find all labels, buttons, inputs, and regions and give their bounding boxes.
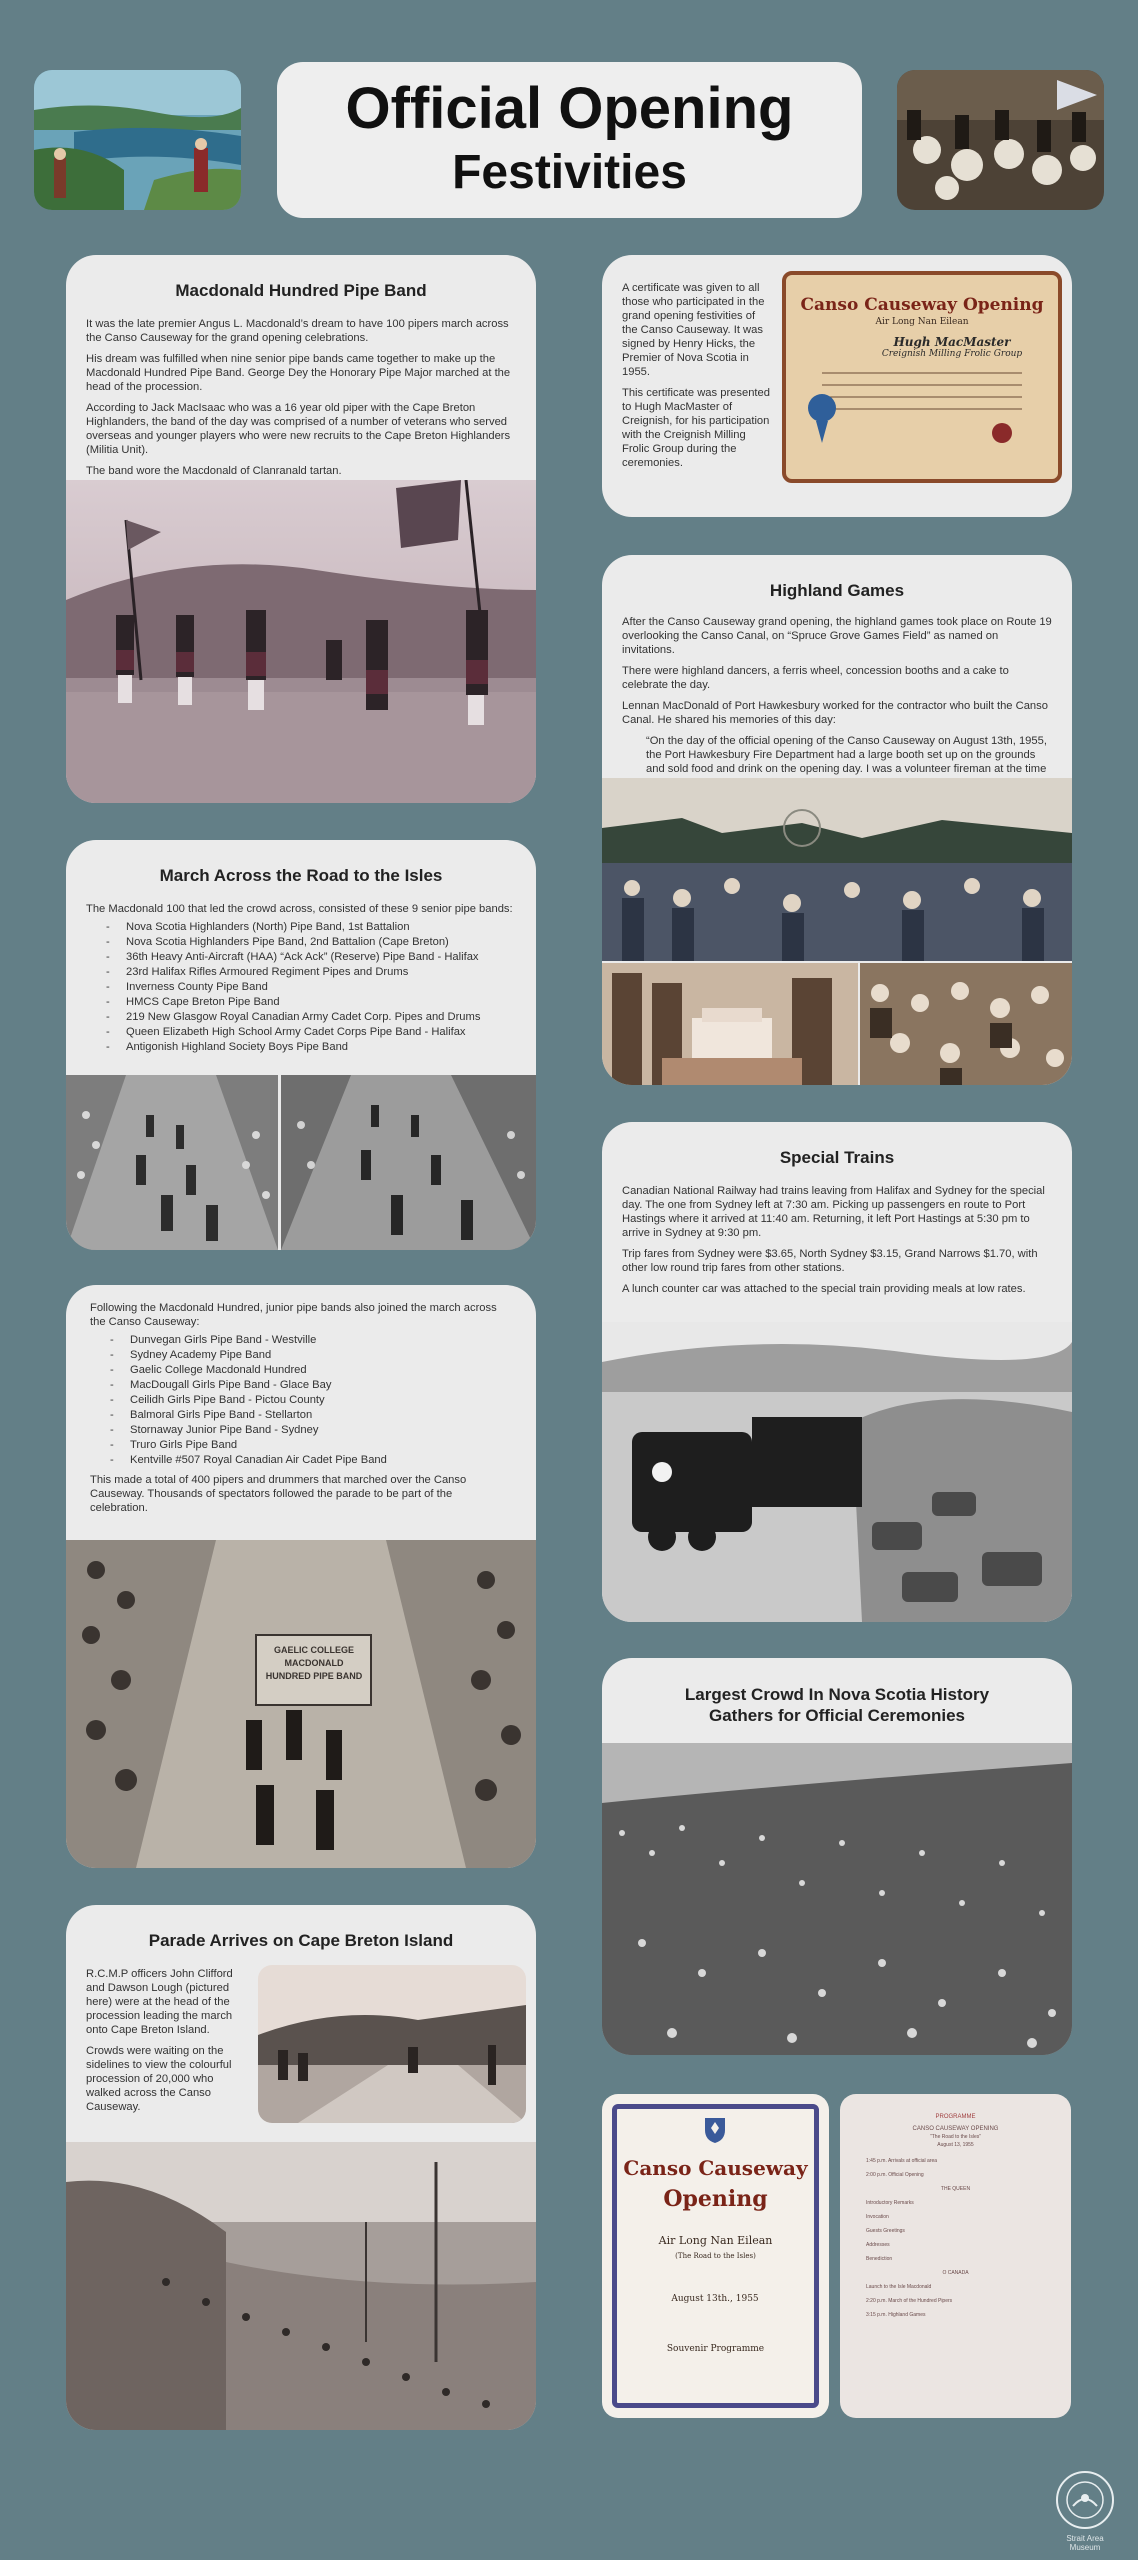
list-item: - 23rd Halifax Rifles Armoured Regiment Pipes and Drums: [106, 965, 516, 979]
special-trains-paragraph: Trip fares from Sydney were $3.65, North Sydney $3.15, Grand Narrows $1.70, with other low round trip fares from other stations.: [622, 1248, 1038, 1274]
list-item: - 36th Heavy Anti-Aircraft (HAA) “Ack Ack” (Reserve) Pipe Band - Halifax: [106, 950, 516, 964]
junior-bands-intro: Following the Macdonald Hundred, junior pipe bands also joined the march across the Canso Causeway:: [90, 1302, 497, 1328]
list-item: - Truro Girls Pipe Band: [110, 1438, 512, 1452]
list-item: - Balmoral Girls Pipe Band - Stellarton: [110, 1408, 512, 1422]
pipe-band-paragraph: According to Jack MacIsaac who was a 16 year old piper with the Cape Breton Highlanders, the band of the day was comprised of a number of veterans who served overseas and younger players who were new recruits to the Cape Breton Highlanders (Militia Unit).: [86, 402, 511, 456]
page-title-line-1: Official Opening: [345, 76, 794, 141]
programme-item: Introductory Remarks: [866, 2200, 914, 2206]
programme-cover-footer: Souvenir Programme: [666, 2344, 765, 2354]
top-left-postcard-photo: [34, 70, 241, 210]
largest-crowd-heading-line-2: Gathers for Official Ceremonies: [708, 1706, 966, 1725]
list-item: - Ceilidh Girls Pipe Band - Pictou County: [110, 1393, 512, 1407]
page-title-line-2: Festivities: [452, 146, 687, 199]
programme-item: O CANADA: [942, 2270, 969, 2276]
largest-crowd-heading: [602, 1684, 1072, 1726]
causeway-procession-photo: [66, 2142, 536, 2430]
pipe-band-paragraph: The band wore the Macdonald of Clanranald tartan.: [86, 465, 342, 477]
programme-cover-sub: (The Road to the Isles): [675, 2252, 756, 2260]
largest-crowd-heading-line-1: Largest Crowd In Nova Scotia History: [684, 1685, 990, 1704]
programme-item: 3:15 p.m. Highland Games: [866, 2312, 926, 2318]
highland-games-spectators-photo: [860, 963, 1072, 1085]
junior-bands-panel: [66, 1285, 536, 1868]
gaelic-college-parade-photo: [66, 1540, 536, 1868]
list-item: - Dunvegan Girls Pipe Band - Westville: [110, 1333, 512, 1347]
programme-cover-title-2: Opening: [663, 2186, 768, 2212]
programme-cover-title-1: Canso Causeway: [623, 2156, 808, 2180]
junior-bands-closing: This made a total of 400 pipers and drummers that marched over the Canso Causeway. Thousands of spectators followed the parade to be part of the celebration.: [90, 1474, 467, 1514]
largest-crowd-photo: [602, 1743, 1072, 2055]
parade-panel: [66, 1905, 536, 2430]
list-item: - 219 New Glasgow Royal Canadian Army Cadet Corp. Pipes and Drums: [106, 1010, 516, 1024]
programme-item: 2:00 p.m. Official Opening: [866, 2172, 924, 2178]
certificate-paragraph: This certificate was presented to Hugh MacMaster of Creignish, for his participation with the Creignish Milling Frolic Group during the ceremonies.: [622, 387, 770, 469]
highland-games-cake-photo: [602, 963, 858, 1085]
list-item: - HMCS Cape Breton Pipe Band: [106, 995, 516, 1009]
list-item: - Inverness County Pipe Band: [106, 980, 516, 994]
list-item: - Sydney Academy Pipe Band: [110, 1348, 512, 1362]
top-right-band-photo: [897, 70, 1104, 210]
parade-heading: Parade Arrives on Cape Breton Island: [148, 1931, 454, 1950]
pipe-band-heading: Macdonald Hundred Pipe Band: [175, 281, 427, 300]
rcmp-officers-photo: [258, 1965, 526, 2123]
list-item: - Kentville #507 Royal Canadian Air Cadet Pipe Band: [110, 1453, 512, 1467]
pipe-band-march-photo: [66, 480, 536, 803]
programme-item: Guests Greetings: [866, 2228, 905, 2234]
programme-item: 2:20 p.m. March of the Hundred Pipers: [866, 2298, 953, 2304]
programme-item: THE QUEEN: [940, 2186, 971, 2192]
programme-inner-page: [840, 2094, 1071, 2418]
gaelic-college-banner-text: GAELIC COLLEGE MACDONALD HUNDRED PIPE BAND: [265, 1645, 363, 1681]
highland-games-paragraph: There were highland dancers, a ferris wheel, concession booths and a cake to celebrate the day.: [622, 665, 1009, 691]
parade-paragraph: R.C.M.P officers John Clifford and Dawson Lough (pictured here) were at the head of the procession leading the march onto Cape Breton Island.: [86, 1968, 233, 2036]
certificate-paragraph: A certificate was given to all those who participated in the grand opening festivities of the Canso Causeway. It was signed by Henry Hicks, the Premier of Nova Scotia in 1955.: [622, 282, 765, 378]
pipe-band-panel: [66, 255, 536, 803]
programme-cover-gaelic: Air Long Nan Eilean: [658, 2234, 773, 2247]
special-train-photo: [602, 1322, 1072, 1622]
highland-games-quote: “On the day of the official opening of the Canso Causeway on August 13th, 1955, the Port Hawkesbury Fire Department had a large booth set up on the grounds and sold food and drink on the opening day. I was a volunteer fireman at the time: [646, 735, 1047, 775]
senior-bands-list: [94, 920, 516, 1054]
road-to-isles-march-photo-2: [281, 1075, 536, 1250]
certificate-image-group: Creignish Milling Frolic Group: [881, 349, 1023, 359]
programme-item: 1:45 p.m. Arrivals at official area: [866, 2158, 938, 2164]
special-trains-panel: [602, 1122, 1072, 1622]
list-item: - Stornaway Junior Pipe Band - Sydney: [110, 1423, 512, 1437]
parade-paragraph: Crowds were waiting on the sidelines to view the colourful procession of 20,000 who walked across the Canso Causeway.: [86, 2045, 232, 2113]
list-item: - Nova Scotia Highlanders Pipe Band, 2nd Battalion (Cape Breton): [106, 935, 516, 949]
programme-cover: [602, 2094, 829, 2418]
highland-games-heading: Highland Games: [769, 581, 905, 600]
list-item: - Queen Elizabeth High School Army Cadet Corps Pipe Band - Halifax: [106, 1025, 516, 1039]
programme-cover-date: August 13th., 1955: [671, 2294, 759, 2304]
list-item: - Nova Scotia Highlanders (North) Pipe Band, 1st Battalion: [106, 920, 516, 934]
programme-inner-date: August 13, 1955: [937, 2142, 974, 2148]
special-trains-paragraph: A lunch counter car was attached to the special train providing meals at low rates.: [622, 1283, 1026, 1295]
highland-games-paragraph: After the Canso Causeway grand opening, the highland games took place on Route 19 overlooking the Canso Canal, on “Spruce Grove Games Field” as named on invitations.: [622, 616, 1052, 656]
certificate-image-name: Hugh MacMaster: [893, 335, 1011, 349]
museum-seal-icon: [1055, 2470, 1115, 2530]
pipe-band-paragraph: It was the late premier Angus L. Macdonald’s dream to have 100 pipers march across the Canso Causeway for the grand opening celebrations.: [86, 318, 509, 344]
pipe-band-paragraph: His dream was fulfilled when nine senior pipe bands came together to make up the Macdonald Hundred Pipe Band. George Dey the Honorary Pipe Major marched at the head of the procession.: [86, 353, 511, 393]
special-trains-heading: Special Trains: [779, 1148, 895, 1167]
largest-crowd-panel: [602, 1658, 1072, 2055]
certificate-panel: [602, 255, 1072, 517]
museum-caption: Strait Area Museum: [1066, 2534, 1104, 2552]
programme-item: Addresses: [866, 2242, 890, 2248]
programme-inner-sub: “The Road to the Isles”: [930, 2134, 981, 2140]
programme-item: Launch to the Isle Macdonald: [866, 2284, 932, 2290]
list-item: - Antigonish Highland Society Boys Pipe Band: [106, 1040, 516, 1054]
special-trains-paragraph: Canadian National Railway had trains leaving from Halifax and Sydney for the special day. The one from Sydney left at 7:30 am. Picking up passengers en route to Port Hastings where it arrived at 11:40 am. Returning, it left Port Hastings at 5:30 pm to arrive in Sydney at 9:30 pm.: [622, 1185, 1045, 1239]
certificate-image-subtitle: Air Long Nan Eilean: [875, 317, 969, 327]
museum-logo: [1050, 2470, 1120, 2550]
highland-games-crowd-photo: [602, 778, 1072, 961]
road-to-isles-heading: March Across the Road to the Isles: [159, 866, 443, 885]
highland-games-paragraph: Lennan MacDonald of Port Hawkesbury worked for the contractor who built the Canso Canal. He shared his memories of this day:: [622, 700, 1048, 726]
junior-bands-list: [98, 1333, 512, 1467]
road-to-isles-intro: The Macdonald 100 that led the crowd across, consisted of these 9 senior pipe bands:: [86, 903, 513, 915]
list-item: - Gaelic College Macdonald Hundred: [110, 1363, 512, 1377]
certificate-image: [782, 271, 1062, 483]
programme-item: Benediction: [866, 2256, 893, 2262]
page-title: [277, 62, 862, 218]
highland-games-panel: [602, 555, 1072, 1085]
programme-inner-title: CANSO CAUSEWAY OPENING: [912, 2126, 999, 2132]
programme-item: Invocation: [866, 2214, 889, 2220]
certificate-image-title: Canso Causeway Opening: [800, 295, 1044, 315]
road-to-isles-march-photo-1: [66, 1075, 278, 1250]
crest-icon: [703, 2116, 727, 2144]
list-item: - MacDougall Girls Pipe Band - Glace Bay: [110, 1378, 512, 1392]
road-to-isles-panel: [66, 840, 536, 1250]
programme-inner-heading: PROGRAMME: [935, 2114, 976, 2120]
